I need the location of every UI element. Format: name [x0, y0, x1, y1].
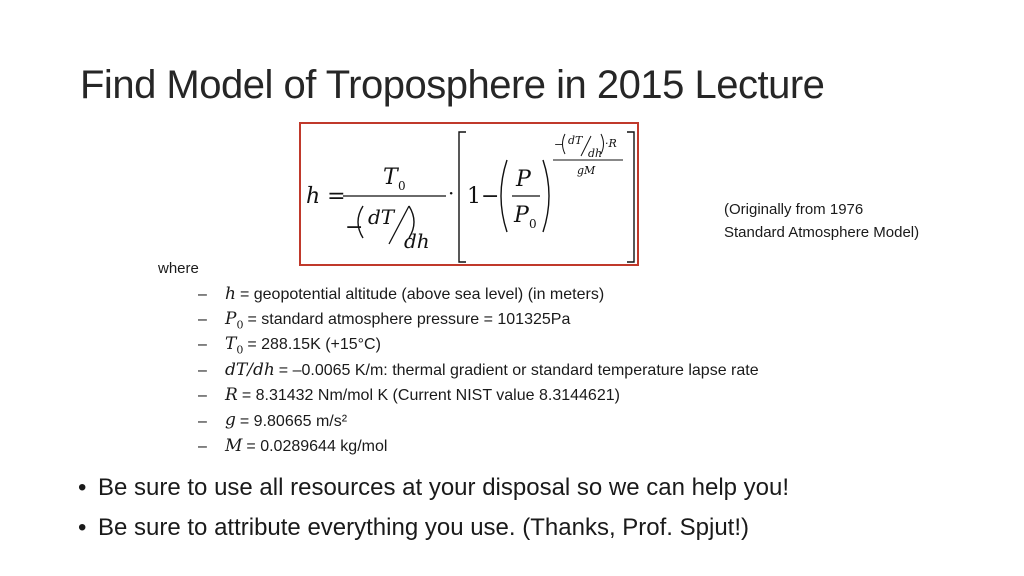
definition-dash: –: [198, 387, 207, 405]
symbol-sub: 0: [236, 318, 244, 332]
ratio-top: P: [516, 167, 531, 192]
definition-item: [198, 333, 759, 358]
definition-text: = geopotential altitude (above sea level) (in meters): [239, 285, 605, 303]
source-note-line1: (Originally from 1976: [724, 201, 864, 218]
symbol-main: dT/dh: [225, 359, 275, 380]
ratio-bottom: P: [514, 203, 529, 228]
definition-item: [198, 358, 759, 383]
exp-den: gM: [577, 164, 596, 177]
formula-one-minus: 1−: [467, 184, 500, 209]
left-bracket: [459, 132, 466, 262]
formula-numerator-sub: 0: [398, 179, 406, 193]
source-note-line2: Standard Atmosphere Model): [724, 224, 920, 241]
symbol-main: R: [225, 385, 238, 406]
exp-top: dT: [568, 134, 583, 147]
denom-bottom: dh: [404, 229, 430, 253]
definition-symbol: [225, 436, 242, 458]
definition-symbol: [225, 360, 275, 382]
bullet-dot-icon: •: [78, 514, 87, 541]
definition-dash: –: [198, 336, 207, 354]
definition-text: = standard atmosphere pressure = 101325Pa: [247, 311, 571, 329]
bullet-list: [78, 468, 789, 548]
exp-r: ·R: [605, 137, 617, 150]
definition-dash: –: [198, 311, 207, 329]
definition-item: [198, 384, 759, 409]
definition-item: [198, 282, 759, 307]
definition-text: = 288.15K (+15°C): [247, 336, 381, 354]
definitions-list: [198, 282, 759, 460]
definition-symbol: [225, 385, 238, 407]
right-bracket: [627, 132, 634, 262]
formula-box: [299, 122, 639, 266]
symbol-main: h: [225, 283, 236, 304]
definition-symbol: [225, 284, 236, 306]
formula-numerator: T: [383, 165, 398, 190]
denom-minus: −: [345, 215, 364, 240]
definition-dash: –: [198, 412, 207, 430]
bullet-dot-icon: •: [78, 474, 87, 501]
exp-minus: −: [554, 138, 564, 151]
exp-left-paren: [563, 134, 566, 154]
definition-symbol: [225, 309, 243, 331]
definition-dash: –: [198, 361, 207, 379]
definition-dash: –: [198, 285, 207, 303]
formula-lhs: h =: [306, 184, 346, 209]
definition-item: [198, 307, 759, 332]
bullet-item: [78, 468, 789, 508]
definition-symbol: [225, 334, 243, 356]
definition-text: = 0.0289644 kg/mol: [246, 438, 388, 456]
definition-dash: –: [198, 438, 207, 456]
formula-graphic: [301, 124, 641, 268]
symbol-sub: 0: [236, 343, 244, 357]
source-note: [724, 198, 919, 244]
denom-top: dT: [368, 205, 395, 229]
bullet-text: Be sure to use all resources at your disposal so we can help you!: [98, 474, 790, 501]
definition-item: [198, 409, 759, 434]
bullet-item: [78, 508, 789, 548]
ratio-left-paren: [501, 160, 507, 232]
where-label: where: [158, 260, 199, 277]
definition-symbol: [225, 410, 236, 432]
definition-item: [198, 434, 759, 459]
symbol-main: g: [225, 410, 236, 431]
symbol-main: P: [225, 308, 237, 329]
ratio-right-paren: [543, 160, 549, 232]
symbol-main: M: [225, 435, 243, 456]
slide-title: Find Model of Troposphere in 2015 Lecture: [80, 63, 825, 107]
bullet-text: Be sure to attribute everything you use. (Thanks, Prof. Spjut!): [98, 514, 749, 541]
ratio-bottom-sub: 0: [529, 217, 537, 231]
exp-bottom: dh: [588, 147, 603, 160]
definition-text: = 8.31432 Nm/mol K (Current NIST value 8.3144621): [241, 387, 620, 405]
definition-text: = –0.0065 K/m: thermal gradient or standard temperature lapse rate: [278, 361, 759, 379]
symbol-main: T: [225, 334, 237, 355]
formula-dot: ·: [448, 181, 455, 205]
definition-text: = 9.80665 m/s²: [239, 412, 348, 430]
